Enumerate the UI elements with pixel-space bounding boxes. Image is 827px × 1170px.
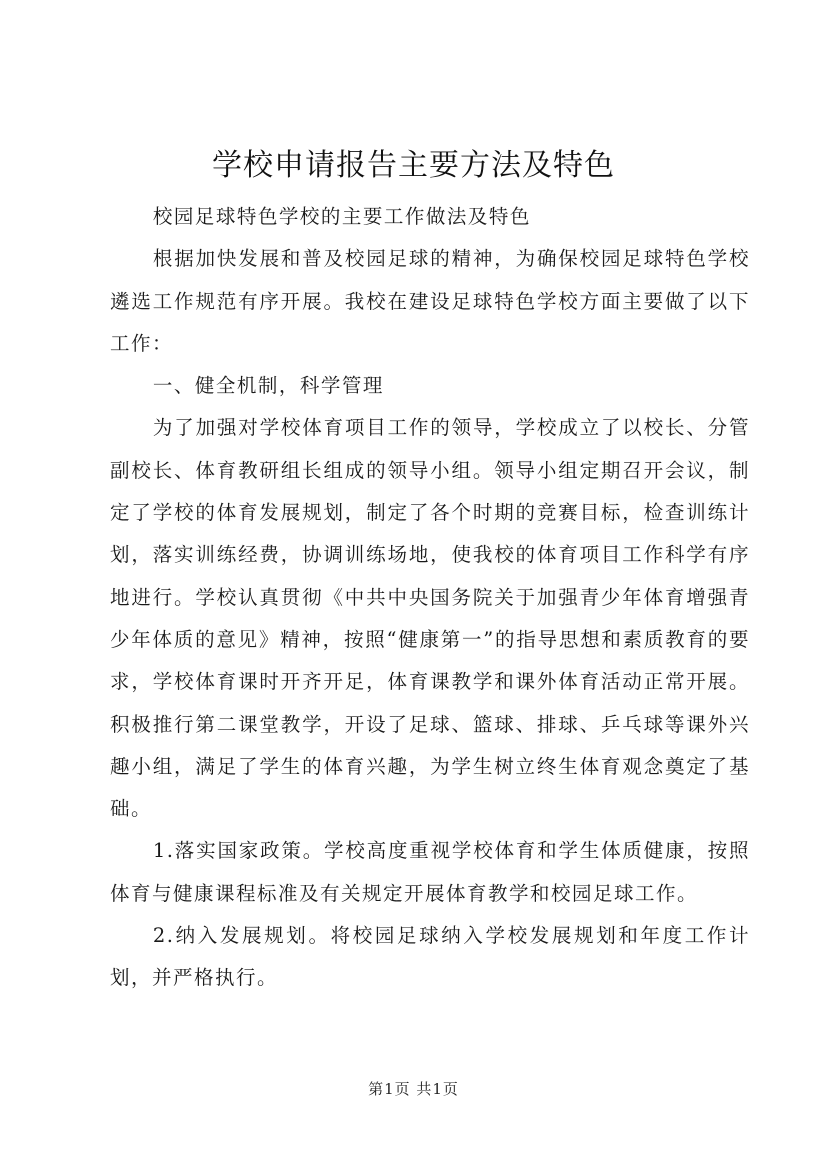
document-title: 学校申请报告主要方法及特色 bbox=[212, 148, 615, 183]
list-item-paragraph: 2.纳入发展规划。将校园足球纳入学校发展规划和年度工作计划，并严格执行。 bbox=[110, 924, 750, 990]
document-body bbox=[110, 196, 750, 1000]
list-item-paragraph: 1.落实国家政策。学校高度重视学校体育和学生体质健康，按照体育与健康课程标准及有关规定开展体育教学和校园足球工作。 bbox=[110, 839, 750, 905]
intro-paragraph: 根据加快发展和普及校园足球的精神，为确保校园足球特色学校遴选工作规范有序开展。我校在建设足球特色学校方面主要做了以下工作： bbox=[110, 247, 750, 355]
section-heading: 一、健全机制，科学管理 bbox=[152, 374, 384, 398]
page-footer: 第1页 共1页 bbox=[368, 1080, 459, 1098]
subtitle-paragraph: 校园足球特色学校的主要工作做法及特色 bbox=[152, 205, 531, 228]
body-paragraph: 为了加强对学校体育项目工作的领导，学校成立了以校长、分管副校长、体育教研组长组成的领导小组。领导小组定期召开会议，制定了学校的体育发展规划，制定了各个时期的竞赛目标，检查训练计划，落实训练经费，协调训练场地，使我校的体育项目工作科学有序地进行。学校认真贯彻《中共中央国务院关于加强青少年体育增强青少年体质的意见》精神，按照“健康第一”的指导思想和素质教育的要求，学校体育课时开齐开足，体育课教学和课外体育活动正常开展。积极推行第二课堂教学，开设了足球、篮球、排球、乒乓球等课外兴趣小组，满足了学生的体育兴趣，为学生树立终生体育观念奠定了基础。 bbox=[110, 416, 750, 821]
